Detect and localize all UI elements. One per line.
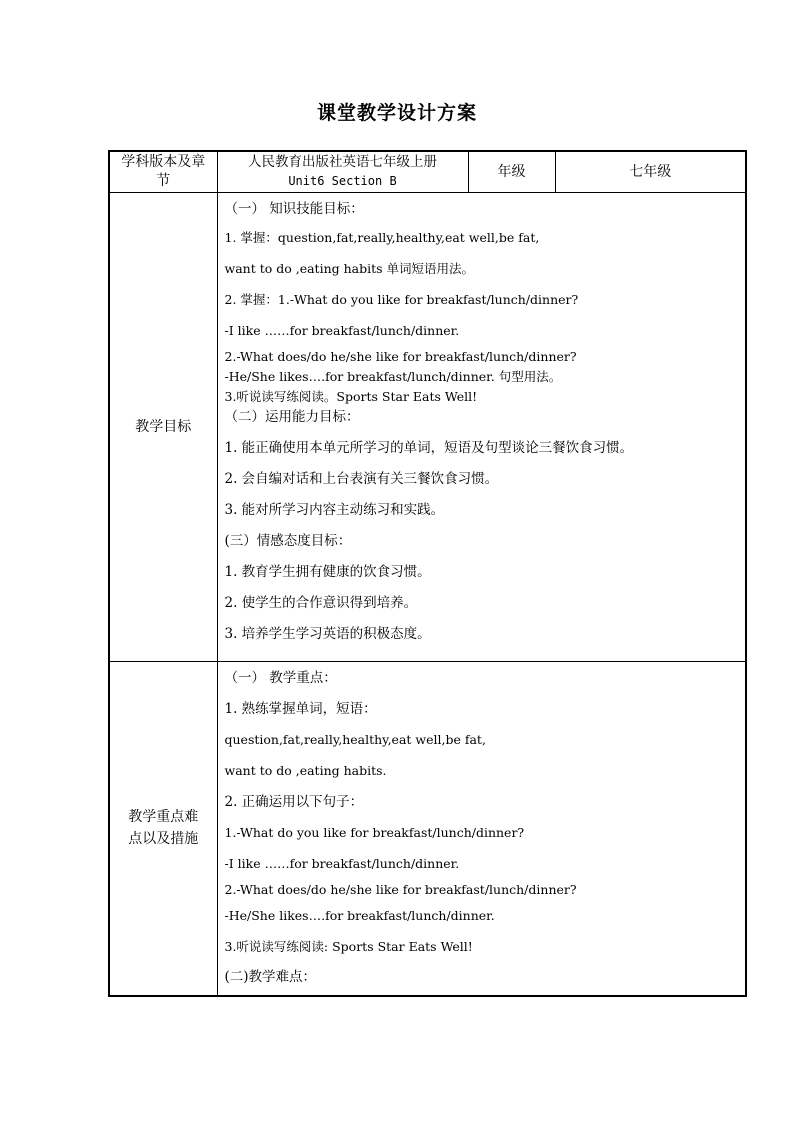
objective-line: 2.-What does/do he/she like for breakfast/lunch/dinner? (224, 349, 577, 364)
keypoint-line: question,fat,really,healthy,eat well,be fat, (224, 732, 486, 747)
objective-line: 3. 能对所学习内容主动练习和实践。 (224, 502, 445, 518)
page-title: 课堂教学设计方案 (316, 102, 477, 124)
objective-line: （一） 知识技能目标： (224, 201, 364, 217)
subject-label: 学科版本及章节 (121, 154, 206, 189)
book-unit: Unit6 Section B (288, 174, 397, 188)
objective-line: 3.听说读写练阅读。Sports Star Eats Well! (224, 389, 478, 404)
objective-line: (三）情感态度目标： (224, 533, 352, 549)
keypoint-line: 1.-What do you like for breakfast/lunch/dinner? (224, 825, 525, 840)
objective-line: -He/She likes….for breakfast/lunch/dinner. 句型用法。 (224, 369, 562, 384)
header-row (109, 151, 746, 193)
keypoints-label (109, 662, 217, 996)
grade-value: 七年级 (555, 151, 746, 193)
objective-line: （二）运用能力目标： (224, 409, 360, 425)
keypoints-row (109, 662, 746, 996)
keypoint-line: 2.-What does/do he/she like for breakfast/lunch/dinner? (224, 882, 577, 897)
book-cell (217, 151, 468, 193)
keypoint-line: 2. 正确运用以下句子： (224, 794, 364, 810)
lesson-plan-table (108, 150, 747, 997)
objective-line: 2. 使学生的合作意识得到培养。 (224, 595, 418, 611)
objective-line: 1. 掌握：question,fat,really,healthy,eat well,be fat, (224, 230, 540, 245)
keypoint-line: 3.听说读写练阅读: Sports Star Eats Well! (224, 939, 473, 954)
objective-line: 1. 能正确使用本单元所学习的单词，短语及句型谈论三餐饮食习惯。 (224, 440, 634, 456)
objectives-label: 教学目标 (109, 193, 217, 662)
objectives-row (109, 193, 746, 662)
objectives-content (217, 193, 746, 662)
book-title: 人民教育出版社英语七年级上册 (248, 154, 437, 170)
keypoint-line: -I like ……for breakfast/lunch/dinner. (224, 856, 460, 871)
objective-line: 1. 教育学生拥有健康的饮食习惯。 (224, 564, 431, 580)
keypoint-line: want to do ,eating habits. (224, 763, 387, 778)
keypoints-label-line: 教学重点难 (128, 809, 199, 826)
objective-line: 3. 培养学生学习英语的积极态度。 (224, 626, 431, 642)
keypoints-content (217, 662, 746, 996)
keypoints-label-line: 点以及措施 (128, 831, 199, 848)
subject-label-cell (109, 151, 217, 193)
objective-line: 2. 掌握：1.-What do you like for breakfast/lunch/dinner? (224, 292, 579, 307)
grade-label: 年级 (468, 151, 555, 193)
objective-line: 2. 会自编对话和上台表演有关三餐饮食习惯。 (224, 471, 499, 487)
objective-line: want to do ,eating habits 单词短语用法。 (224, 261, 475, 276)
keypoint-line: (二)教学难点： (224, 969, 317, 985)
keypoint-line: -He/She likes….for breakfast/lunch/dinner. (224, 908, 495, 923)
keypoint-line: 1. 熟练掌握单词，短语： (224, 701, 377, 717)
keypoint-line: （一） 教学重点： (224, 670, 337, 686)
objective-line: -I like ……for breakfast/lunch/dinner. (224, 323, 460, 338)
